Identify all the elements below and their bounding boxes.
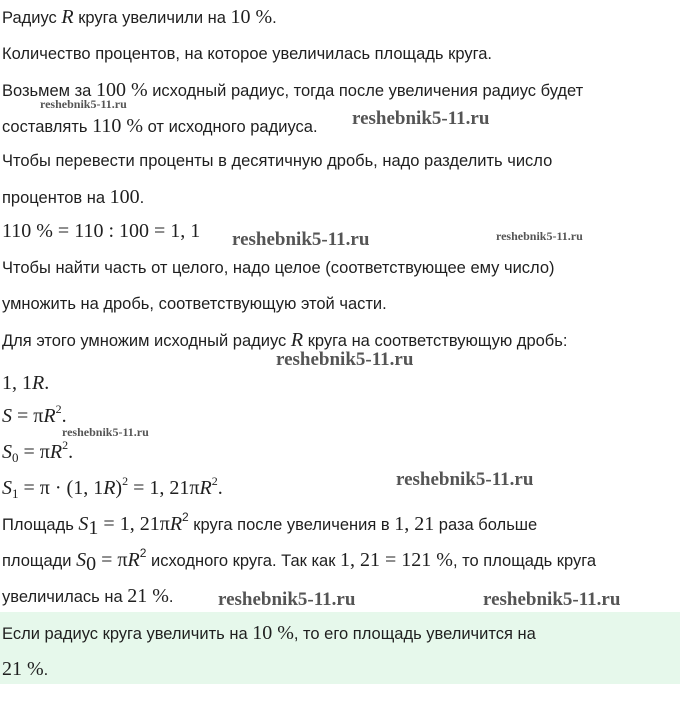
watermark: reshebnik5-11.ru	[352, 108, 490, 129]
text: Для этого умножим исходный радиус	[2, 332, 291, 350]
math: )	[115, 477, 123, 499]
math: 1, 21	[394, 513, 435, 535]
math: .	[217, 477, 223, 499]
line-8	[2, 257, 555, 279]
watermark: reshebnik5-11.ru	[62, 425, 149, 439]
text: Площадь	[2, 516, 79, 534]
math-sup: 2	[62, 438, 69, 452]
watermark: reshebnik5-11.ru	[40, 97, 127, 111]
math: = 1, 21π	[128, 477, 200, 499]
text: исходного круга. Так как	[146, 552, 341, 570]
math: 21 %	[127, 585, 169, 607]
math-sub: 0	[12, 450, 19, 465]
math: = π	[18, 441, 50, 463]
text: .	[272, 9, 277, 27]
line-7-formula	[2, 220, 200, 242]
math: .	[44, 372, 50, 394]
math: S	[2, 405, 12, 427]
math: R	[32, 372, 45, 394]
text: Количество процентов, на которое увеличилась площадь круга.	[2, 45, 492, 63]
text: процентов на	[2, 189, 110, 207]
text: Возьмем за	[2, 82, 96, 100]
math: R	[169, 513, 183, 535]
watermark: reshebnik5-11.ru	[496, 229, 583, 243]
math-sub: 1	[12, 486, 19, 501]
answer-line-1	[2, 622, 536, 645]
text: площади	[2, 552, 77, 570]
text: , то его площадь увеличится на	[293, 625, 536, 643]
math: .	[68, 441, 74, 463]
watermark: reshebnik5-11.ru	[483, 589, 621, 610]
math: 1, 21 = 121 %	[340, 549, 453, 571]
math: R	[61, 6, 74, 28]
watermark: reshebnik5-11.ru	[218, 589, 356, 610]
math: S	[2, 477, 12, 499]
math-sup: 2	[55, 402, 62, 416]
text: увеличилась на	[2, 588, 128, 606]
math-sup: 2	[139, 546, 147, 560]
math-sup: 2	[122, 474, 129, 488]
text: умножить на дробь, соответствующую этой части.	[2, 295, 387, 313]
text: , то площадь круга	[452, 552, 597, 570]
text: раза больше	[434, 516, 538, 534]
math: 21 %	[2, 658, 44, 680]
math-sub: 0	[86, 553, 97, 575]
math: = π	[12, 405, 44, 427]
text: .	[43, 661, 49, 679]
text: круга увеличили на	[73, 9, 231, 27]
math: S	[2, 441, 12, 463]
math: R	[43, 405, 56, 427]
line-condition	[2, 6, 277, 29]
text: Радиус	[2, 9, 62, 27]
text: исходный радиус, тогда после увеличения радиус будет	[147, 82, 584, 100]
text: от исходного радиуса.	[143, 118, 318, 136]
text: .	[168, 588, 174, 606]
math: = π	[96, 549, 128, 571]
math: .	[61, 405, 67, 427]
line-16	[2, 546, 597, 575]
math: 1, 1	[2, 372, 32, 394]
line-11-formula	[2, 372, 49, 394]
math: 10 %	[252, 622, 294, 644]
line-5	[2, 150, 552, 172]
math: = π · (1, 1	[18, 477, 104, 499]
text: круга на соответствующую дробь:	[303, 332, 568, 350]
line-question	[2, 43, 492, 65]
math: 100 %	[95, 79, 148, 101]
line-14-formula	[2, 474, 223, 501]
math: R	[127, 549, 140, 571]
line-6	[2, 186, 144, 209]
line-17	[2, 585, 174, 608]
line-13-formula	[2, 438, 74, 465]
watermark: reshebnik5-11.ru	[276, 349, 414, 370]
math: 110 %	[92, 115, 144, 137]
text: Если радиус круга увеличить на	[2, 625, 253, 643]
line-12-formula	[2, 402, 67, 427]
math: = 1, 21π	[98, 513, 170, 535]
math-sup: 2	[182, 510, 189, 524]
line-15	[2, 510, 538, 539]
math: S	[76, 549, 87, 571]
line-4	[2, 115, 318, 138]
text: круга после увеличения в	[188, 516, 395, 534]
watermark: reshebnik5-11.ru	[232, 229, 370, 250]
line-9	[2, 293, 387, 315]
math-sup: 2	[211, 474, 218, 488]
answer-line-2	[2, 658, 48, 681]
math: R	[49, 441, 63, 463]
math: R	[290, 329, 304, 351]
watermark: reshebnik5-11.ru	[396, 469, 534, 490]
text: Чтобы найти часть от целого, надо целое (соответствующее ему число)	[2, 259, 555, 277]
text: .	[139, 189, 145, 207]
math: 110 % = 110 : 100 = 1, 1	[2, 220, 201, 242]
math: 10 %	[230, 6, 273, 28]
math: R	[199, 477, 212, 499]
math: 100	[109, 186, 140, 208]
text: Чтобы перевести проценты в десятичную дробь, надо разделить число	[2, 152, 553, 170]
math: S	[78, 513, 89, 535]
text: составлять	[2, 118, 93, 136]
math-sub: 1	[88, 517, 99, 539]
math: R	[103, 477, 116, 499]
